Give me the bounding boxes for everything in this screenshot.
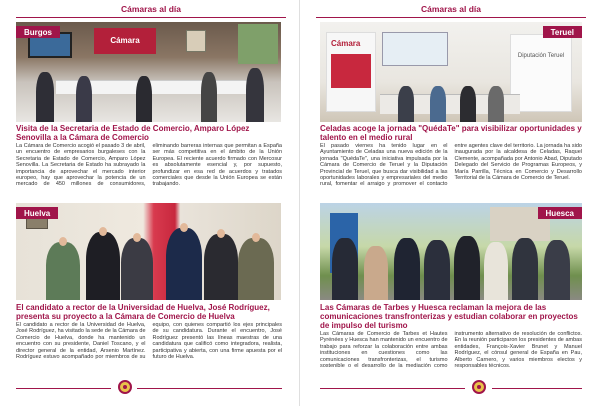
teruel-photo	[320, 22, 582, 122]
head	[217, 229, 225, 238]
head	[99, 227, 107, 236]
person	[430, 86, 446, 122]
head	[252, 233, 260, 242]
chamber-logo-icon	[472, 380, 486, 394]
camara-rollup	[326, 32, 376, 112]
region-badge-huesca: Huesca	[538, 207, 582, 219]
page-header: Cámaras al día	[420, 4, 481, 14]
footer-rule	[16, 388, 111, 389]
person	[544, 240, 570, 300]
person	[512, 238, 538, 300]
rollup-stripe	[331, 54, 371, 88]
window	[238, 24, 278, 64]
article-body-huesca: Las Cámaras de Comercio de Tarbes et Hautes Pyrénées y Huesca han mantenido un encuentro de trabajo para reforzar la colaboración entre ambas instituciones en cuestiones como las comunicaciones transfronterizas, el turismo sostenible o el desarrollo de la mediación como instrumento alternativo de resolución de conflictos. En la reunión participaron los presidentes de ambas entidades, François-Xavier Brunet y Manuel Rodríguez, el cónsul general de España en Pau, Alberto Carnero, y varios miembros electos y responsables técnicos.	[320, 331, 582, 370]
projection-screen	[382, 32, 448, 66]
article-body-huelva: El candidato a rector de la Universidad de Huelva, José Rodríguez, ha visitado la sede de la Cámara de Comercio de Huelva, donde ha mantenido un encuentro con su presidente, Daniel Toscano, y el director general de la entidad, Arsenio Martínez. Rodríguez estuvo acompañado por miembros de su equipo, con quienes compartió los ejes principales de su candidatura. Durante el encuentro, José Rodríguez presentó las líneas maestras de una candidatura que calificó como integradora, realista, participativa y abierta, con una firme apuesta por el futuro de Huelva.	[16, 322, 282, 361]
person	[121, 238, 153, 300]
rollup-text: Diputación Teruel	[517, 53, 565, 59]
region-badge-burgos: Burgos	[16, 26, 60, 38]
region-badge-teruel: Teruel	[543, 26, 582, 38]
person	[332, 238, 358, 300]
footer-rule	[320, 388, 465, 389]
region-badge-huelva: Huelva	[16, 207, 58, 219]
person	[136, 76, 152, 122]
huelva-photo	[16, 203, 281, 300]
person	[364, 246, 388, 300]
rollup-text: Cámara	[331, 39, 361, 48]
page-header: Cámaras al día	[120, 4, 181, 14]
person	[201, 72, 217, 122]
right-page	[300, 0, 600, 406]
head	[180, 223, 188, 232]
article-title-teruel: Celadas acoge la jornada "QuédaTe" para visibilizar oportunidades y talento en el medio rural	[320, 124, 582, 143]
person	[424, 240, 450, 300]
huesca-photo	[320, 203, 582, 300]
person	[460, 86, 476, 122]
head	[133, 233, 141, 242]
wall-frame	[186, 30, 206, 52]
banner-text: Cámara	[110, 36, 140, 45]
article-title-huelva: El candidato a rector de la Universidad de Huelva, José Rodríguez, presenta su proyecto a la Cámara de Comercio de Huelva	[16, 303, 270, 322]
header-rule	[316, 17, 586, 18]
head	[59, 237, 67, 246]
header-rule	[16, 17, 286, 18]
chamber-logo-icon	[118, 380, 132, 394]
person	[166, 228, 202, 300]
person	[204, 234, 238, 300]
article-title-burgos: Visita de la Secretaria de Estado de Comercio, Amparo López Senovilla a la Cámara de Comercio	[16, 124, 250, 143]
person	[238, 238, 274, 300]
article-title-huesca: Las Cámaras de Tarbes y Huesca reclaman la mejora de las comunicaciones transfronterizas y estudian colaborar en proyectos de impulso del turismo	[320, 303, 578, 331]
article-body-burgos: La Cámara de Comercio acogió el pasado 3 de abril, un encuentro de empresarios burgaleses con la Secretaria de Estado de Comercio, Amparo López Senovilla. La Secretaria de Estado ha subrayado la importancia de aprovechar el mercado interior europeo, hay que aprovechar la potencia de un mercado de 450 millones de consumidores, eliminando barreras internas que permitan a España ser más competitiva en el ámbito de la Unión Europea. El reciente acuerdo firmado con Mercosur es absolutamente esencial y, por supuesto, profundizar en esa red de acuerdos y tratados comerciales que desde la Unión Europea se están trabajando.	[16, 143, 282, 188]
person	[36, 72, 54, 122]
person	[484, 242, 508, 300]
person	[86, 232, 120, 300]
person	[246, 68, 264, 122]
article-body-teruel: El pasado viernes ha tenido lugar en el Ayuntamiento de Celadas una nueva edición de la jornada "QuédaTe", una iniciativa impulsada por la Cámara de Comercio de Teruel y la Diputación Provincial de Teruel, que busca dar visibilidad a las oportunidades laborales y empresariales del medio rural, fomentar el arraigo y promover el contacto entre agentes clave del territorio. La jornada ha sido inaugurada por la alcaldesa de Celadas, Raquel Clemente, acompañada por Antonio Abad, Diputado Delegado del Servicio de Programas Europeos, y María Parrilla, Técnica en Comercio y Desarrollo Territorial de la Cámara de Comercio de Teruel.	[320, 143, 582, 188]
person	[488, 86, 504, 122]
person	[394, 238, 420, 300]
person	[454, 236, 480, 300]
footer-rule	[137, 388, 282, 389]
person	[76, 76, 92, 122]
camara-banner	[94, 28, 156, 54]
person	[398, 86, 414, 122]
person	[46, 242, 80, 300]
burgos-photo	[16, 22, 281, 122]
footer-rule	[492, 388, 582, 389]
